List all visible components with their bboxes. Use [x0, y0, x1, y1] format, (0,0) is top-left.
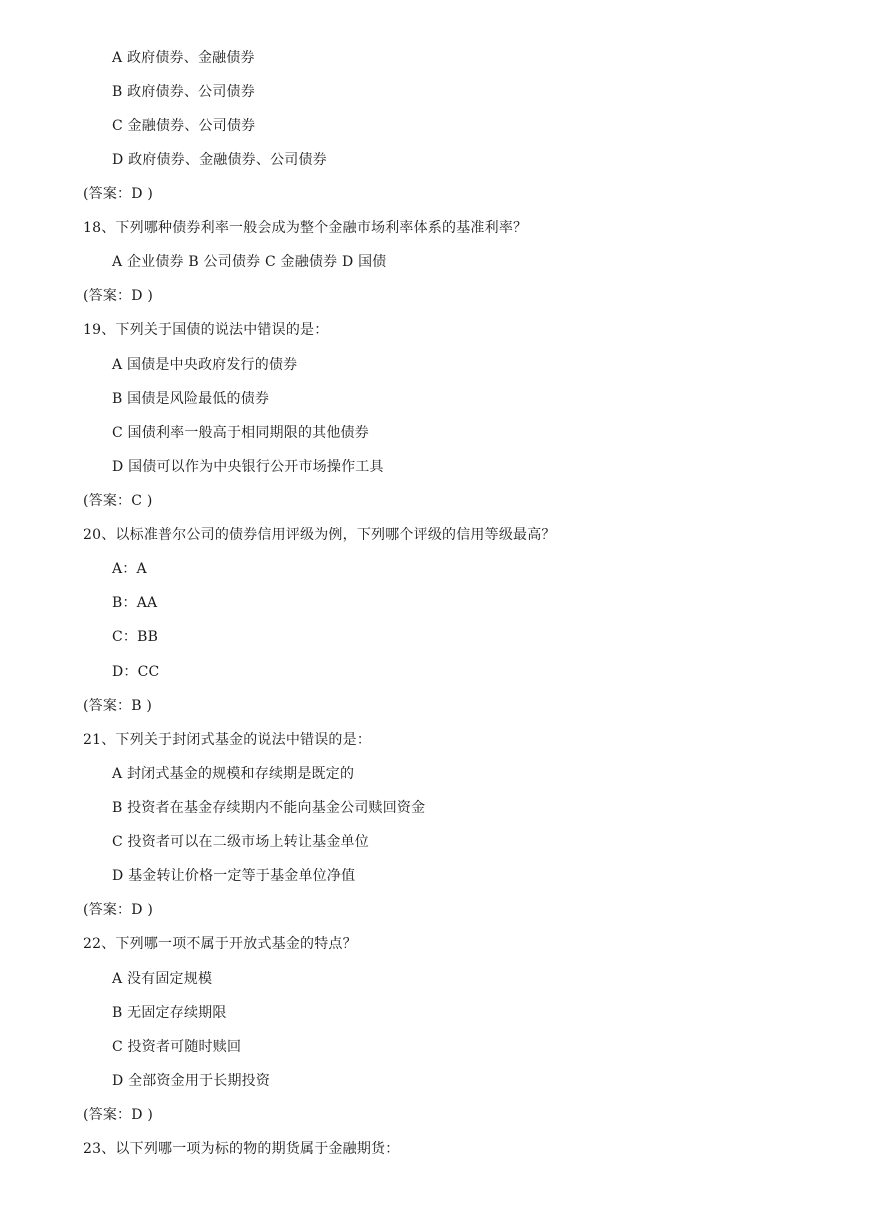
option-line: A 国债是中央政府发行的债券 [112, 357, 298, 373]
option-line: A 企业债券 B 公司债券 C 金融债券 D 国债 [112, 254, 387, 270]
question-line: 20、以标准普尔公司的债券信用评级为例，下列哪个评级的信用等级最高？ [83, 527, 556, 543]
question-line: 18、下列哪种债券利率一般会成为整个金融市场利率体系的基准利率？ [83, 220, 528, 236]
answer-line: (答案：D ) [83, 186, 153, 202]
option-line: C 投资者可随时赎回 [112, 1039, 242, 1055]
question-line: 21、下列关于封闭式基金的说法中错误的是： [83, 732, 372, 748]
option-line: A 没有固定规模 [112, 971, 213, 987]
answer-line: (答案：C ) [83, 493, 153, 509]
option-line: C：BB [112, 629, 159, 645]
option-line: B：AA [112, 595, 158, 611]
question-line: 22、下列哪一项不属于开放式基金的特点？ [83, 936, 357, 952]
question-line: 23、以下列哪一项为标的物的期货属于金融期货： [83, 1141, 400, 1157]
option-line: D 基金转让价格一定等于基金单位净值 [112, 868, 356, 884]
option-line: B 投资者在基金存续期内不能向基金公司赎回资金 [112, 800, 426, 816]
option-line: D 国债可以作为中央银行公开市场操作工具 [112, 459, 384, 475]
option-line: D：CC [112, 664, 160, 680]
option-line: D 全部资金用于长期投资 [112, 1073, 271, 1089]
answer-line: (答案：D ) [83, 902, 153, 918]
option-line: B 无固定存续期限 [112, 1005, 227, 1021]
answer-line: (答案：B ) [83, 698, 153, 714]
option-line: C 金融债券、公司债券 [112, 118, 256, 134]
option-line: A：A [112, 561, 147, 577]
answer-line: (答案：D ) [83, 288, 153, 304]
question-line: 19、下列关于国债的说法中错误的是： [83, 322, 329, 338]
option-line: B 政府债券、公司债券 [112, 84, 255, 100]
option-line: A 政府债券、金融债券 [112, 50, 255, 66]
option-line: B 国债是风险最低的债券 [112, 391, 270, 407]
option-line: D 政府债券、金融债券、公司债券 [112, 152, 327, 168]
answer-line: (答案：D ) [83, 1107, 153, 1123]
option-line: C 国债利率一般高于相同期限的其他债券 [112, 425, 369, 441]
option-line: C 投资者可以在二级市场上转让基金单位 [112, 834, 369, 850]
option-line: A 封闭式基金的规模和存续期是既定的 [112, 766, 355, 782]
